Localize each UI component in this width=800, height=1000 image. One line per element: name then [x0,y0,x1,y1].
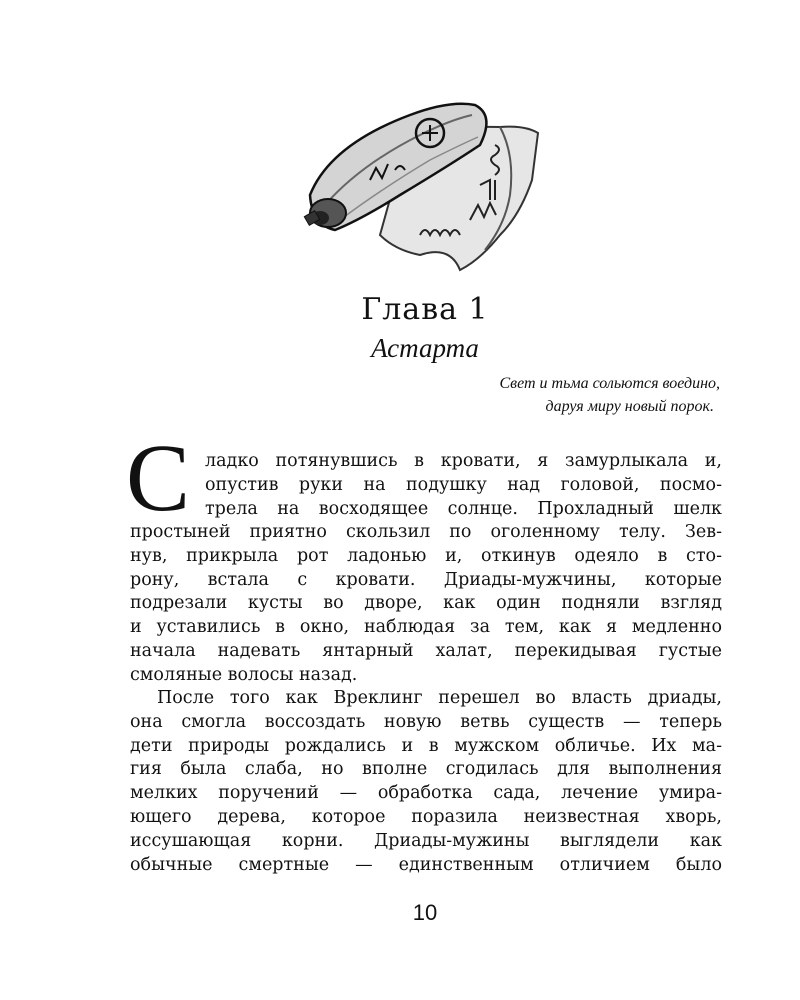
text-line: ющего дерева, которое поразила неизвестная хворь, [130,806,722,827]
text-line: простыней приятно скользил по оголенному телу. Зев- [130,522,722,542]
text-line: она смогла воссоздать новую ветвь существ — теперь [130,711,722,732]
paragraph-1 [130,521,722,688]
chapter-title: Глава 1 [361,292,489,327]
text-line: После того как Врeклинг перешел во власть дриады, [157,688,722,708]
paragraph-1-indented [205,450,722,521]
scroll-illustration [300,85,540,279]
text-line: опустив руки на подушку над головой, посмо- [205,474,722,495]
text-line: обычные смертные — единственным отличием было [130,854,722,875]
text-line: рону, встала с кровати. Дриады-мужчины, которые [130,569,722,590]
text-line: и уставились в окно, наблюдая за тем, как я медленно [130,617,722,638]
text-line: дети природы рождались и в мужском обличье. Их ма- [130,735,722,756]
chapter-subtitle: Астарта [371,333,479,363]
drop-cap: С [126,424,191,531]
paragraph-2 [130,687,722,877]
text-line: начала надевать янтарный халат, перекидывая густые [130,640,722,661]
text-line: трела на восходящее солнце. Прохладный шелк [205,498,722,519]
text-line: ладко потянувшись в кровати, я замурлыкала и, [205,451,722,471]
text-line: смоляные волосы назад. [130,664,358,685]
text-line: мелких поручений — обработка сада, лечение умира- [130,783,722,804]
epigraph-line: Свет и тьма сольются воедино, [499,375,720,392]
text-line: иссушающая корни. Дриады-мужины выглядели как [130,830,722,851]
text-line: гия была слаба, но вполне сгодилась для выполнения [130,759,722,780]
page-number: 10 [412,900,438,925]
text-line: подрезали кусты во дворе, как один подняли взгляд [130,593,722,614]
scroll-icon [300,85,540,275]
epigraph-line: даруя миру новый порок. [545,398,714,415]
text-line: нув, прикрыла рот ладонью и, откинув одеяло в сто- [130,545,722,566]
